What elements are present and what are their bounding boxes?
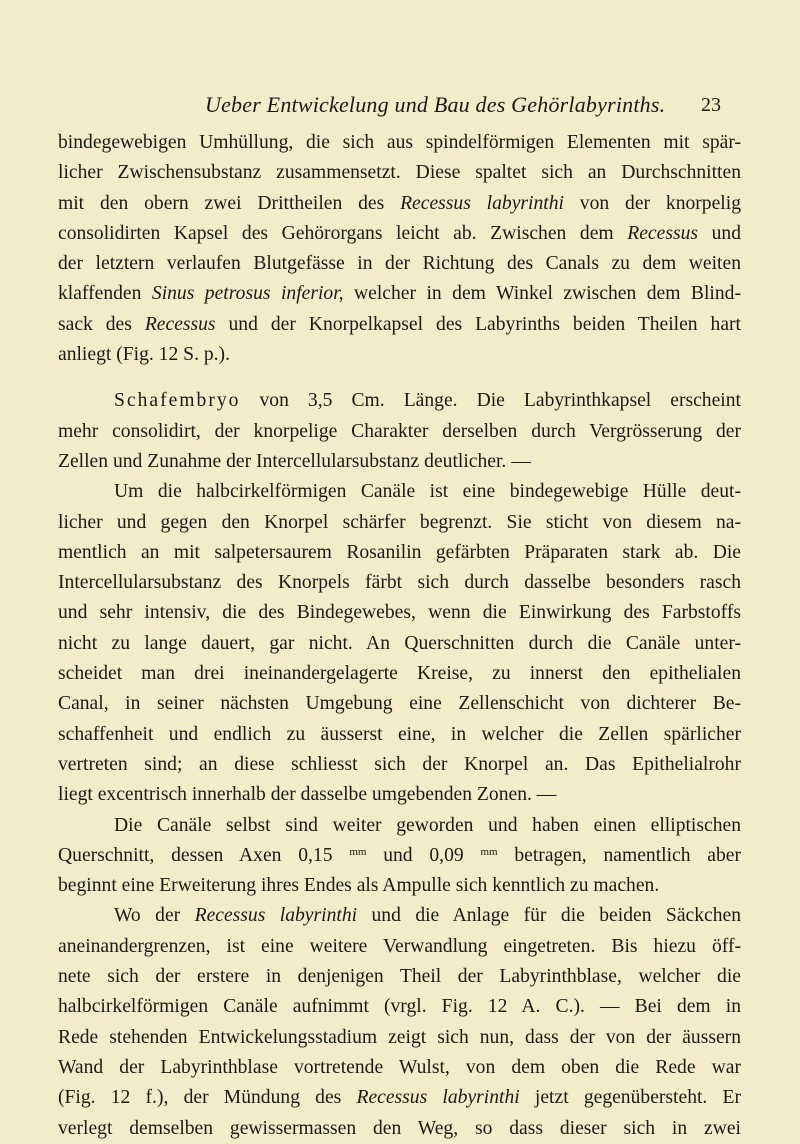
paragraph-4 [58,811,741,902]
text-line: Rede stehenden Entwickelungsstadium zeigt sich nun, dass der von der äussern [58,1026,741,1048]
text-run: und der Knorpelkapsel des Labyrinths beiden Theilen hart [215,313,741,335]
text-line [58,279,741,309]
text-line: Zellen und Zunahme der Intercellularsubstanz deutlicher. — [58,450,531,472]
text-run: betragen, namentlich aber [497,844,741,866]
text-line: der letztern verlaufen Blutgefässe in der Richtung des Canals zu dem weiten [58,253,741,275]
text-line: Die Canäle selbst sind weiter geworden und haben einen elliptischen [114,814,741,836]
text-line: scheidet man drei ineinandergelagerte Kreise, zu innerst den epithelialen [58,663,741,685]
latin-term: Sinus petrosus inferior, [151,283,344,305]
text-line: nicht zu lange dauert, gar nicht. An Querschnitten durch die Canäle unter- [58,632,741,654]
text-line: halbcirkelförmigen Canäle aufnimmt (vrgl. Fig. 12 A. C.). — Bei dem in [58,996,741,1018]
text-line: mehr consolidirt, der knorpelige Charakter derselben durch Vergrösserung der [58,420,741,442]
unit-superscript: mm [349,845,367,858]
text-line: bindegewebigen Umhüllung, die sich aus spindelförmigen Elementen mit spär- [58,132,741,153]
latin-term: Recessus [144,313,216,335]
text-line: licher und gegen den Knorpel schärfer begrenzt. Sie sticht von diesem na- [58,511,741,533]
spaced-term: Schafembryo [114,390,241,412]
paragraph-2 [58,386,741,477]
text-line: und sehr intensiv, die des Bindegewebes, wenn die Einwirkung des Farbstoffs [58,602,741,624]
latin-term: Recessus labyrinthi [356,1087,520,1109]
text-run: consolidirten Kapsel des Gehörorgans leicht ab. Zwischen dem [58,222,628,244]
text-line [58,1083,741,1113]
text-line: aneinandergrenzen, ist eine weitere Verwandlung eingetreten. Bis hiezu öff- [58,935,741,957]
text-run: welcher in dem Winkel zwischen dem Blind- [343,283,741,305]
text-run: von der knorpelig [563,192,741,214]
text-run: mit den obern zwei Drittheilen des [58,192,401,214]
text-run: von 3,5 Cm. Länge. Die Labyrinthkapsel erscheint [240,390,741,412]
text-run: Wo der [114,905,195,927]
text-run: und 0,09 [366,844,481,866]
text-line: beginnt eine Erweiterung ihres Endes als Ampulle sich kenntlich zu machen. [58,875,660,897]
latin-term: Recessus [627,222,698,244]
text-line [58,310,741,340]
text-line: Intercellularsubstanz des Knorpels färbt sich durch dasselbe besonders rasch [58,572,741,594]
text-line [58,219,741,249]
body-text [58,128,741,1144]
text-line [58,841,741,871]
running-title: Ueber Entwickelung und Bau des Gehörlabyrinths. [205,92,666,117]
text-line: anliegt (Fig. 12 S. p.). [58,344,230,366]
text-run: sack des [58,313,145,335]
text-line: vertreten sind; an diese schliesst sich der Knorpel an. Das Epithelialrohr [58,753,741,775]
text-run: (Fig. 12 f.), der Mündung des [58,1087,357,1109]
unit-superscript: mm [480,845,498,858]
text-line [58,901,741,931]
paragraph-1 [58,128,741,370]
text-run: und die Anlage für die beiden Säckchen [357,905,741,927]
paragraph-5 [58,901,741,1143]
text-line: liegt excentrisch innerhalb der dasselbe umgebenden Zonen. — [58,784,557,806]
text-line [58,189,741,219]
text-line: nete sich der erstere in denjenigen Theil der Labyrinthblase, welcher die [58,966,741,988]
latin-term: Recessus labyrinthi [194,905,358,927]
text-run: jetzt gegenübersteht. Er [519,1087,741,1109]
text-line: mentlich an mit salpetersaurem Rosanilin gefärbten Präparaten stark ab. Die [58,541,741,563]
paragraph-3 [58,477,741,810]
text-line: schaffenheit und endlich zu äusserst eine, in welcher die Zellen spärlicher [58,723,741,745]
text-line: Um die halbcirkelförmigen Canäle ist eine bindegewebige Hülle deut- [114,481,741,503]
latin-term: Recessus labyrinthi [400,192,564,214]
text-run: und [698,222,741,244]
text-run: Querschnitt, dessen Axen 0,15 [58,844,350,866]
text-line: licher Zwischensubstanz zusammensetzt. Diese spaltet sich an Durchschnitten [58,162,741,184]
text-line: Canal, in seiner nächsten Umgebung eine Zellenschicht von dichterer Be- [58,693,741,715]
text-run: klaffenden [58,283,152,305]
text-line: Wand der Labyrinthblase vortretende Wulst, von dem oben die Rede war [58,1056,741,1078]
paragraph-gap [58,370,741,386]
text-line [58,386,741,416]
text-line: verlegt demselben gewissermassen den Weg, so dass dieser sich in zwei [58,1117,741,1139]
page-number: 23 [701,94,721,116]
